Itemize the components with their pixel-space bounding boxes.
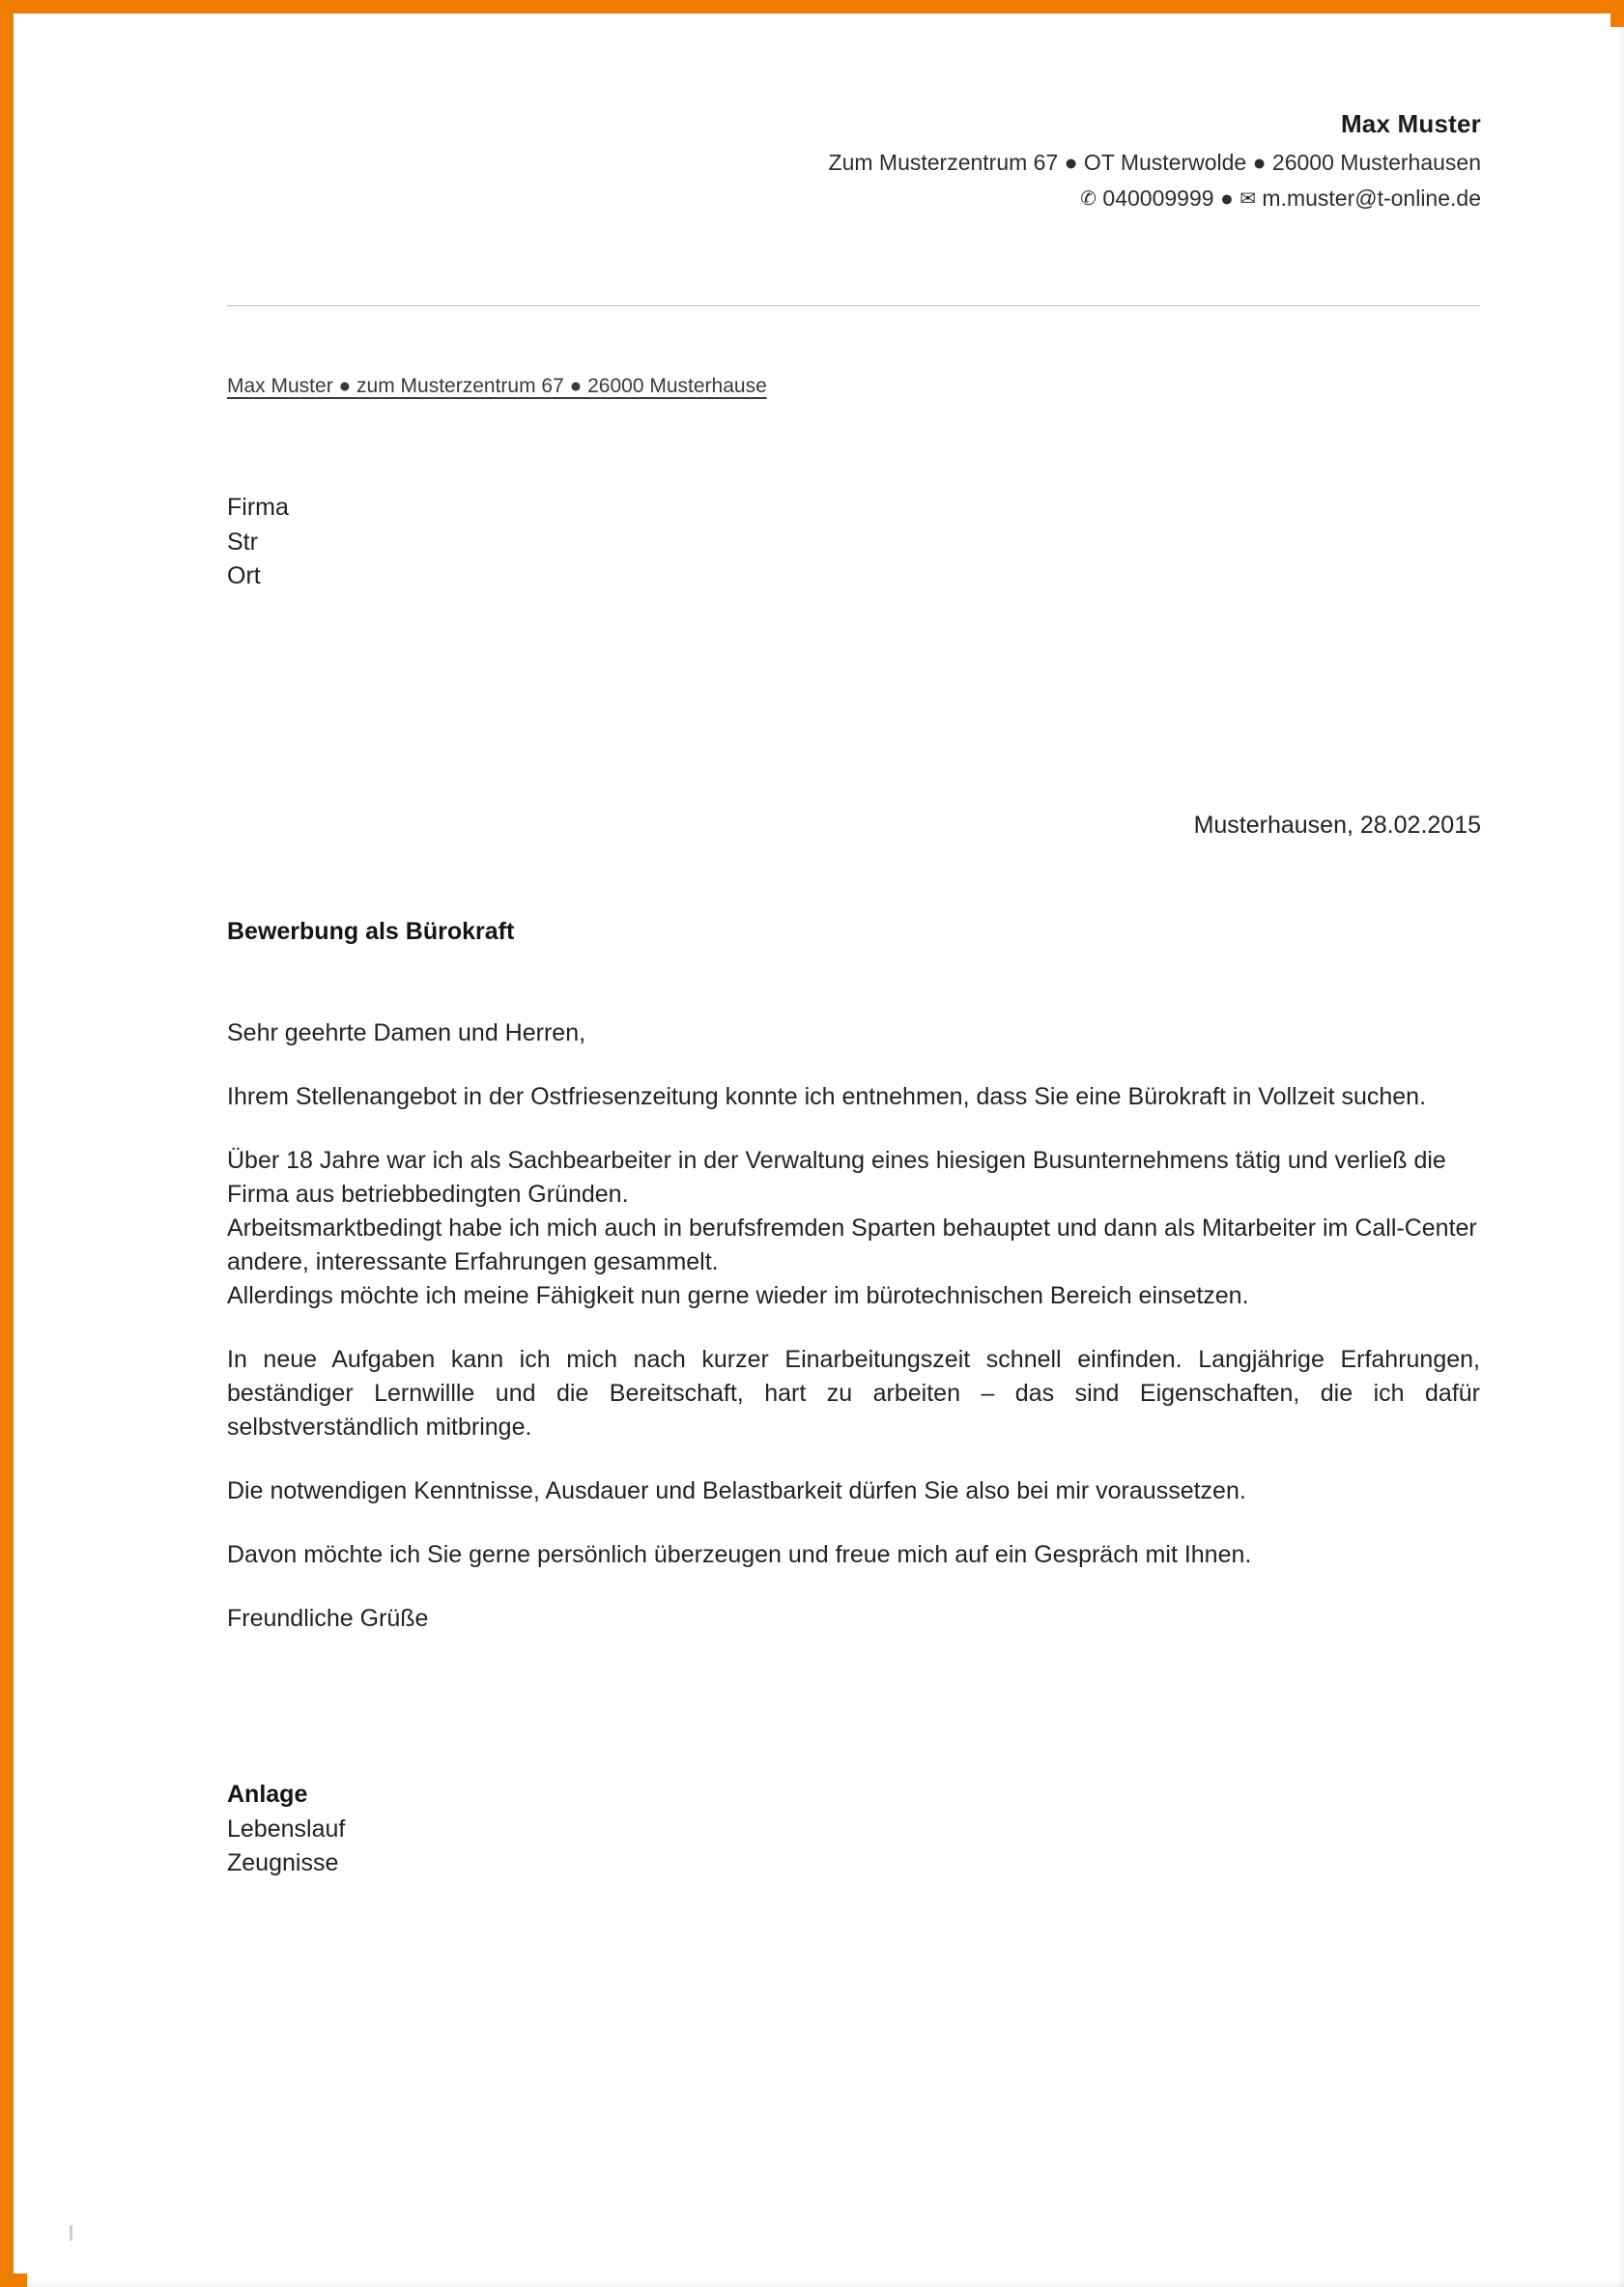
scan-shade-right <box>1618 27 1624 2287</box>
body-paragraph-2-line-2: Arbeitsmarktbedingt habe ich mich auch in berufsfremden Sparten behauptet und dann als Mitarbeiter im Call-Center andere, interessante Erfahrungen gesammelt. <box>227 1215 1477 1275</box>
enclosures-block <box>227 1778 345 1881</box>
header-divider <box>227 305 1480 306</box>
salutation: Sehr geehrte Damen und Herren, <box>227 1019 586 1046</box>
recipient-line-3: Ort <box>227 562 261 589</box>
enclosure-item-2: Zeugnisse <box>227 1849 339 1876</box>
cover-letter <box>27 27 1624 2287</box>
subject-line: Bewerbung als Bürokraft <box>227 918 515 945</box>
body-paragraph-4: Die notwendigen Kenntnisse, Ausdauer und Belastbarkeit dürfen Sie also bei mir voraussetzen. <box>227 1477 1246 1504</box>
enclosure-item-1: Lebenslauf <box>227 1815 346 1843</box>
body-paragraph-2-line-3: Allerdings möchte ich meine Fähigkeit nun gerne wieder im bürotechnischen Bereich einsetzen. <box>227 1282 1249 1309</box>
sender-block <box>829 106 1481 214</box>
body-paragraph-1: Ihrem Stellenangebot in der Ostfriesenzeitung konnte ich entnehmen, dass Sie eine Bürokraft in Vollzeit suchen. <box>227 1083 1427 1110</box>
return-address: Max Muster ● zum Musterzentrum 67 ● 26000 Musterhause <box>227 375 767 397</box>
closing-line: Freundliche Grüße <box>227 1605 429 1632</box>
envelope-icon: ✉ <box>1239 188 1256 211</box>
body-paragraph-3: In neue Aufgaben kann ich mich nach kurzer Einarbeitungszeit schnell einfinden. Langjährige Erfahrungen, beständiger Lernwillle und die Bereitschaft, hart zu arbeiten – das sind Eigenschaften, die ich dafür selbstverständlich mitbringe. <box>227 1346 1480 1441</box>
enclosures-title: Anlage <box>227 1781 308 1808</box>
recipient-line-1: Firma <box>227 494 289 521</box>
letter-body <box>227 1016 1480 1666</box>
phone-icon: ✆ <box>1080 188 1097 211</box>
sender-email: m.muster@t-online.de <box>1262 186 1481 212</box>
sender-address: Zum Musterzentrum 67 ● OT Musterwolde ● 26000 Musterhausen <box>828 149 1481 175</box>
place-and-date: Musterhausen, 28.02.2015 <box>1193 812 1481 839</box>
contact-separator: ● <box>1219 186 1234 212</box>
scan-shade-bottom <box>27 2279 1624 2287</box>
document-sheet <box>27 27 1624 2287</box>
body-paragraph-5: Davon möchte ich Sie gerne persönlich überzeugen und freue mich auf ein Gespräch mit Ihnen. <box>227 1541 1252 1568</box>
sender-name: Max Muster <box>1340 109 1481 138</box>
sender-phone: 040009999 <box>1102 186 1214 212</box>
body-paragraph-2-line-1: Über 18 Jahre war ich als Sachbearbeiter in der Verwaltung eines hiesigen Busunternehmens tätig und verließ die Firma aus betriebbedingten Gründen. <box>227 1147 1446 1208</box>
sender-contact <box>829 183 1481 214</box>
scan-artifact <box>70 2225 72 2241</box>
recipient-line-2: Str <box>227 528 258 556</box>
recipient-block <box>227 491 289 594</box>
